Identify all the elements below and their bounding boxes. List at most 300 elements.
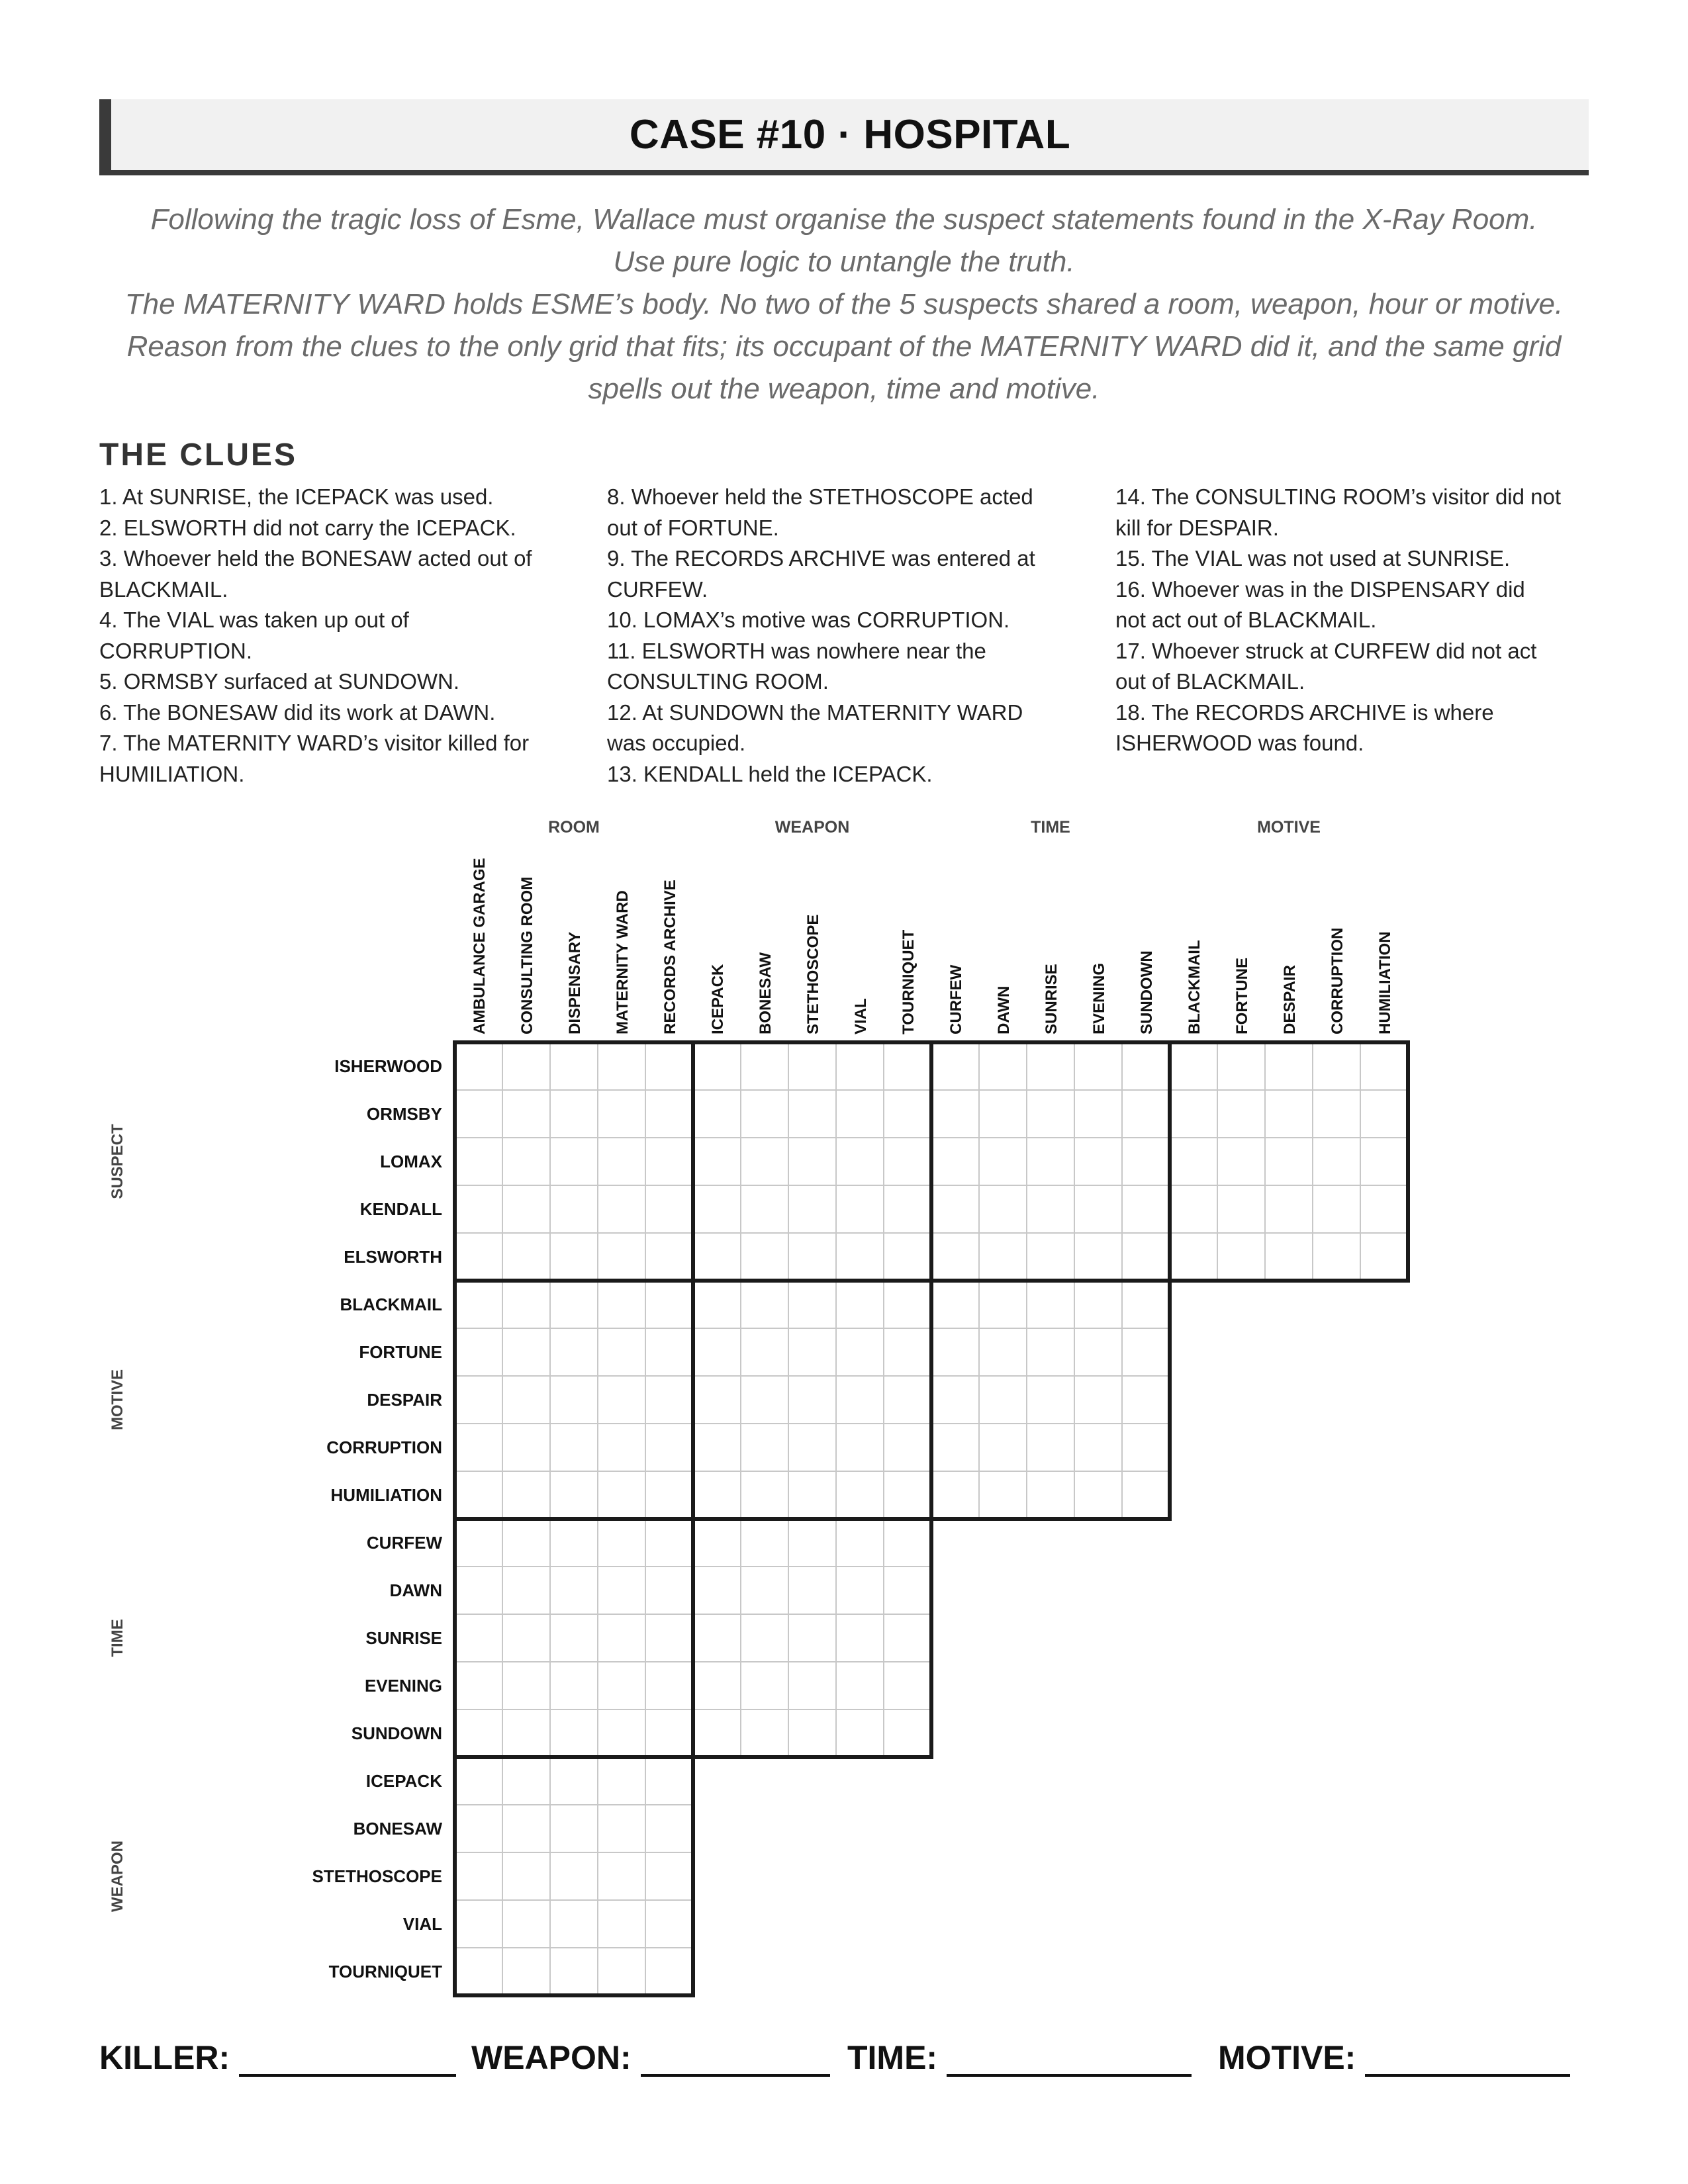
grid-cell[interactable] — [741, 1233, 788, 1281]
time-blank[interactable] — [947, 2040, 1192, 2077]
grid-cell[interactable] — [1360, 1233, 1408, 1281]
clue-line: 17. Whoever struck at CURFEW did not act — [1115, 638, 1537, 663]
column-label-fortune: FORTUNE — [1233, 958, 1251, 1034]
grid-cell[interactable] — [550, 1424, 598, 1471]
grid-cell[interactable] — [884, 1709, 931, 1757]
grid-cell[interactable] — [598, 1567, 645, 1614]
grid-cell[interactable] — [598, 1757, 645, 1805]
grid-cell[interactable] — [455, 1662, 502, 1709]
grid-cell[interactable] — [1217, 1233, 1265, 1281]
grid-cell[interactable] — [1027, 1424, 1074, 1471]
clue-line: 4. The VIAL was taken up out of — [99, 608, 409, 632]
grid-cell[interactable] — [884, 1281, 931, 1328]
row-group-motive: MOTIVE — [109, 1369, 126, 1431]
grid-cell[interactable] — [1360, 1138, 1408, 1185]
grid-cell[interactable] — [455, 1900, 502, 1948]
grid-cell[interactable] — [693, 1567, 741, 1614]
grid-cell[interactable] — [1170, 1185, 1217, 1233]
grid-cell[interactable] — [598, 1281, 645, 1328]
motive-blank[interactable] — [1365, 2040, 1570, 2077]
grid-cell[interactable] — [979, 1424, 1027, 1471]
grid-cell[interactable] — [645, 1662, 693, 1709]
grid-cell[interactable] — [836, 1614, 884, 1662]
grid-cell[interactable] — [788, 1519, 836, 1567]
clue-line: 7. The MATERNITY WARD’s visitor killed for — [99, 731, 530, 755]
grid-cell[interactable] — [645, 1138, 693, 1185]
grid-cell[interactable] — [550, 1138, 598, 1185]
grid-cell[interactable] — [788, 1376, 836, 1424]
grid-cell[interactable] — [1027, 1376, 1074, 1424]
grid-cell[interactable] — [645, 1328, 693, 1376]
grid-cell[interactable] — [741, 1281, 788, 1328]
grid-cell[interactable] — [645, 1424, 693, 1471]
grid-cell[interactable] — [788, 1090, 836, 1138]
grid-cell[interactable] — [502, 1328, 550, 1376]
grid-cell[interactable] — [455, 1090, 502, 1138]
grid-cell[interactable] — [741, 1471, 788, 1519]
grid-cell[interactable] — [979, 1471, 1027, 1519]
grid-cell[interactable] — [1074, 1090, 1122, 1138]
grid-cell[interactable] — [693, 1471, 741, 1519]
grid-cell[interactable] — [645, 1709, 693, 1757]
grid-cell[interactable] — [979, 1090, 1027, 1138]
grid-cell[interactable] — [931, 1042, 979, 1090]
grid-cell[interactable] — [550, 1709, 598, 1757]
grid-cell[interactable] — [1360, 1090, 1408, 1138]
grid-cell[interactable] — [598, 1662, 645, 1709]
grid-cell[interactable] — [645, 1852, 693, 1900]
grid-cell[interactable] — [788, 1233, 836, 1281]
killer-label: KILLER: — [99, 2039, 230, 2076]
grid-cell[interactable] — [502, 1042, 550, 1090]
grid-cell[interactable] — [645, 1042, 693, 1090]
grid-cell[interactable] — [884, 1233, 931, 1281]
grid-cell[interactable] — [836, 1138, 884, 1185]
grid-cell[interactable] — [741, 1090, 788, 1138]
grid-cell[interactable] — [598, 1948, 645, 1995]
grid-cell[interactable] — [645, 1185, 693, 1233]
grid-cell[interactable] — [931, 1424, 979, 1471]
grid-cell[interactable] — [502, 1757, 550, 1805]
grid-cell[interactable] — [1265, 1138, 1313, 1185]
grid-cell[interactable] — [502, 1948, 550, 1995]
grid-cell[interactable] — [455, 1519, 502, 1567]
grid-cell[interactable] — [741, 1567, 788, 1614]
grid-cell[interactable] — [979, 1376, 1027, 1424]
grid-cell[interactable] — [836, 1376, 884, 1424]
grid-cell[interactable] — [884, 1662, 931, 1709]
grid-cell[interactable] — [598, 1805, 645, 1852]
grid-cell[interactable] — [455, 1185, 502, 1233]
grid-cell[interactable] — [884, 1185, 931, 1233]
grid-cell[interactable] — [455, 1328, 502, 1376]
grid-cell[interactable] — [1265, 1090, 1313, 1138]
grid-cell[interactable] — [1074, 1376, 1122, 1424]
grid-cell[interactable] — [550, 1376, 598, 1424]
grid-cell[interactable] — [550, 1281, 598, 1328]
row-label-bonesaw: BONESAW — [353, 1819, 442, 1839]
grid-cell[interactable] — [836, 1567, 884, 1614]
grid-cell[interactable] — [1217, 1042, 1265, 1090]
grid-cell[interactable] — [979, 1042, 1027, 1090]
grid-cell[interactable] — [502, 1376, 550, 1424]
grid-cell[interactable] — [1074, 1328, 1122, 1376]
grid-cell[interactable] — [979, 1233, 1027, 1281]
grid-cell[interactable] — [788, 1471, 836, 1519]
grid-cell[interactable] — [455, 1709, 502, 1757]
grid-cell[interactable] — [693, 1185, 741, 1233]
grid-cell[interactable] — [455, 1757, 502, 1805]
grid-cell[interactable] — [1265, 1185, 1313, 1233]
grid-cell[interactable] — [1027, 1090, 1074, 1138]
column-label-vial: VIAL — [852, 998, 870, 1034]
column-group-motive: MOTIVE — [1257, 818, 1321, 837]
grid-cell[interactable] — [788, 1281, 836, 1328]
clue-line: 3. Whoever held the BONESAW acted out of — [99, 546, 532, 570]
grid-cell[interactable] — [693, 1328, 741, 1376]
grid-cell[interactable] — [1313, 1138, 1360, 1185]
grid-cell[interactable] — [836, 1042, 884, 1090]
grid-cell[interactable] — [836, 1471, 884, 1519]
grid-cell[interactable] — [884, 1519, 931, 1567]
clue-line: CURFEW. — [607, 576, 708, 602]
grid-cell[interactable] — [788, 1567, 836, 1614]
grid-cell[interactable] — [1122, 1328, 1170, 1376]
grid-cell[interactable] — [550, 1471, 598, 1519]
grid-cell[interactable] — [1027, 1471, 1074, 1519]
grid-cell[interactable] — [550, 1328, 598, 1376]
grid-cell[interactable] — [598, 1185, 645, 1233]
grid-cell[interactable] — [741, 1614, 788, 1662]
grid-cell[interactable] — [931, 1281, 979, 1328]
grid-cell[interactable] — [550, 1185, 598, 1233]
grid-cell[interactable] — [1122, 1424, 1170, 1471]
grid-cell[interactable] — [645, 1233, 693, 1281]
grid-cell[interactable] — [455, 1042, 502, 1090]
grid-cell[interactable] — [741, 1662, 788, 1709]
grid-cell[interactable] — [455, 1424, 502, 1471]
grid-cell[interactable] — [788, 1328, 836, 1376]
grid-cell[interactable] — [1313, 1233, 1360, 1281]
grid-cell[interactable] — [1217, 1090, 1265, 1138]
grid-cell[interactable] — [693, 1138, 741, 1185]
grid-cell[interactable] — [502, 1900, 550, 1948]
grid-cell[interactable] — [502, 1614, 550, 1662]
grid-cell[interactable] — [455, 1281, 502, 1328]
grid-cell[interactable] — [550, 1090, 598, 1138]
grid-cell[interactable] — [645, 1471, 693, 1519]
grid-cell[interactable] — [502, 1852, 550, 1900]
grid-cell[interactable] — [741, 1709, 788, 1757]
grid-cell[interactable] — [455, 1948, 502, 1995]
weapon-blank[interactable] — [641, 2040, 830, 2077]
grid-cell[interactable] — [1217, 1138, 1265, 1185]
time-label: TIME: — [847, 2039, 938, 2076]
column-label-sundown: SUNDOWN — [1138, 950, 1156, 1034]
grid-cell[interactable] — [645, 1376, 693, 1424]
column-label-ambulance-garage: AMBULANCE GARAGE — [471, 858, 489, 1034]
grid-cell[interactable] — [788, 1424, 836, 1471]
grid-cell[interactable] — [788, 1042, 836, 1090]
grid-cell[interactable] — [598, 1328, 645, 1376]
grid-cell[interactable] — [1217, 1185, 1265, 1233]
grid-cell[interactable] — [1122, 1185, 1170, 1233]
column-group-room: ROOM — [548, 818, 600, 837]
grid-cell[interactable] — [788, 1662, 836, 1709]
grid-cell[interactable] — [1074, 1471, 1122, 1519]
grid-cell[interactable] — [502, 1471, 550, 1519]
grid-cell[interactable] — [693, 1614, 741, 1662]
grid-cell[interactable] — [1122, 1042, 1170, 1090]
grid-cell[interactable] — [455, 1233, 502, 1281]
grid-cell[interactable] — [931, 1090, 979, 1138]
grid-cell[interactable] — [598, 1090, 645, 1138]
column-label-dawn: DAWN — [995, 985, 1013, 1034]
grid-cell[interactable] — [1122, 1281, 1170, 1328]
grid-cell[interactable] — [1074, 1424, 1122, 1471]
grid-cell[interactable] — [550, 1233, 598, 1281]
grid-cell[interactable] — [1265, 1233, 1313, 1281]
grid-cell[interactable] — [455, 1376, 502, 1424]
clue-line: kill for DESPAIR. — [1115, 515, 1279, 540]
grid-cell[interactable] — [455, 1471, 502, 1519]
grid-cell[interactable] — [836, 1328, 884, 1376]
column-label-despair: DESPAIR — [1281, 965, 1299, 1034]
grid-cell[interactable] — [550, 1519, 598, 1567]
answer-bar — [99, 2038, 1589, 2091]
grid-cell[interactable] — [931, 1376, 979, 1424]
grid-cell[interactable] — [550, 1042, 598, 1090]
grid-cell[interactable] — [884, 1614, 931, 1662]
column-label-sunrise: SUNRISE — [1043, 964, 1060, 1034]
row-label-sunrise: SUNRISE — [365, 1628, 442, 1648]
grid-cell[interactable] — [598, 1376, 645, 1424]
grid-cell[interactable] — [693, 1662, 741, 1709]
column-label-stethoscope: STETHOSCOPE — [804, 914, 822, 1034]
column-label-blackmail: BLACKMAIL — [1186, 940, 1203, 1034]
grid-cell[interactable] — [598, 1900, 645, 1948]
grid-cell[interactable] — [550, 1567, 598, 1614]
grid-cell[interactable] — [1027, 1233, 1074, 1281]
grid-cell[interactable] — [836, 1709, 884, 1757]
grid-cell[interactable] — [598, 1138, 645, 1185]
grid-cell[interactable] — [645, 1805, 693, 1852]
clue-line: not act out of BLACKMAIL. — [1115, 608, 1377, 632]
column-label-bonesaw: BONESAW — [757, 952, 774, 1034]
grid-cell[interactable] — [979, 1328, 1027, 1376]
grid-cell[interactable] — [645, 1090, 693, 1138]
grid-cell[interactable] — [1360, 1042, 1408, 1090]
grid-cell[interactable] — [1027, 1042, 1074, 1090]
grid-cell[interactable] — [550, 1662, 598, 1709]
grid-cell[interactable] — [741, 1519, 788, 1567]
clue-line: HUMILIATION. — [99, 761, 245, 786]
grid-cell[interactable] — [693, 1233, 741, 1281]
grid-cell[interactable] — [645, 1519, 693, 1567]
grid-cell[interactable] — [550, 1614, 598, 1662]
grid-cell[interactable] — [502, 1138, 550, 1185]
grid-cell[interactable] — [550, 1757, 598, 1805]
grid-cell[interactable] — [598, 1471, 645, 1519]
grid-cell[interactable] — [741, 1042, 788, 1090]
grid-cell[interactable] — [693, 1709, 741, 1757]
grid-cell[interactable] — [979, 1281, 1027, 1328]
clue-line: 11. ELSWORTH was nowhere near the — [607, 638, 986, 663]
grid-cell[interactable] — [693, 1424, 741, 1471]
grid-cell[interactable] — [645, 1757, 693, 1805]
column-group-time: TIME — [1031, 818, 1070, 837]
grid-cell[interactable] — [502, 1090, 550, 1138]
grid-cell[interactable] — [598, 1519, 645, 1567]
grid-cell[interactable] — [1170, 1138, 1217, 1185]
grid-cell[interactable] — [884, 1328, 931, 1376]
clue-line: CONSULTING ROOM. — [607, 669, 829, 694]
row-label-tourniquet: TOURNIQUET — [328, 1962, 442, 1981]
clue-line: CORRUPTION. — [99, 638, 252, 663]
grid-cell[interactable] — [931, 1233, 979, 1281]
grid-cell[interactable] — [550, 1805, 598, 1852]
killer-blank[interactable] — [239, 2040, 456, 2077]
grid-cell[interactable] — [979, 1185, 1027, 1233]
grid-cell[interactable] — [693, 1281, 741, 1328]
grid-cell[interactable] — [502, 1185, 550, 1233]
grid-cell[interactable] — [1360, 1185, 1408, 1233]
grid-cell[interactable] — [598, 1614, 645, 1662]
grid-cell[interactable] — [836, 1662, 884, 1709]
grid-cell[interactable] — [502, 1281, 550, 1328]
clue-line: 16. Whoever was in the DISPENSARY did — [1115, 576, 1525, 602]
grid-cell[interactable] — [1170, 1233, 1217, 1281]
grid-cell[interactable] — [455, 1805, 502, 1852]
grid-cell[interactable] — [455, 1138, 502, 1185]
row-label-icepack: ICEPACK — [365, 1771, 442, 1791]
grid-cell[interactable] — [502, 1567, 550, 1614]
grid-cell[interactable] — [884, 1567, 931, 1614]
grid-cell[interactable] — [1027, 1185, 1074, 1233]
grid-cell[interactable] — [1122, 1376, 1170, 1424]
grid-cell[interactable] — [1074, 1185, 1122, 1233]
grid-cell[interactable] — [455, 1852, 502, 1900]
grid-cell[interactable] — [884, 1424, 931, 1471]
grid-cell[interactable] — [455, 1614, 502, 1662]
grid-cell[interactable] — [1313, 1185, 1360, 1233]
weapon-label: WEAPON: — [471, 2039, 632, 2076]
grid-cell[interactable] — [931, 1185, 979, 1233]
grid-cell[interactable] — [741, 1328, 788, 1376]
grid-cell[interactable] — [1122, 1233, 1170, 1281]
grid-cell[interactable] — [884, 1376, 931, 1424]
grid-cell[interactable] — [788, 1138, 836, 1185]
grid-cell[interactable] — [931, 1471, 979, 1519]
grid-cell[interactable] — [1122, 1090, 1170, 1138]
grid-cell[interactable] — [1170, 1042, 1217, 1090]
clue-line: ISHERWOOD was found. — [1115, 731, 1364, 755]
grid-cell[interactable] — [788, 1709, 836, 1757]
grid-cell[interactable] — [502, 1805, 550, 1852]
grid-cell[interactable] — [455, 1567, 502, 1614]
grid-cell[interactable] — [1027, 1138, 1074, 1185]
clue-line: 18. The RECORDS ARCHIVE is where — [1115, 700, 1494, 725]
grid-cell[interactable] — [1265, 1042, 1313, 1090]
grid-cell[interactable] — [598, 1424, 645, 1471]
column-label-dispensary: DISPENSARY — [566, 931, 584, 1034]
clue-line: 8. Whoever held the STETHOSCOPE acted — [607, 484, 1033, 509]
grid-cell[interactable] — [931, 1328, 979, 1376]
grid-cell[interactable] — [931, 1138, 979, 1185]
grid-cell[interactable] — [693, 1376, 741, 1424]
grid-cell[interactable] — [693, 1042, 741, 1090]
grid-cell[interactable] — [1027, 1281, 1074, 1328]
grid-cell[interactable] — [836, 1233, 884, 1281]
grid-cell[interactable] — [502, 1424, 550, 1471]
grid-cell[interactable] — [788, 1185, 836, 1233]
grid-cell[interactable] — [645, 1567, 693, 1614]
grid-cell[interactable] — [645, 1948, 693, 1995]
grid-cell[interactable] — [598, 1709, 645, 1757]
grid-cell[interactable] — [598, 1042, 645, 1090]
grid-cell[interactable] — [598, 1852, 645, 1900]
answer-weapon — [471, 2038, 830, 2077]
grid-cell[interactable] — [979, 1138, 1027, 1185]
grid-cell[interactable] — [836, 1519, 884, 1567]
grid-cell[interactable] — [741, 1138, 788, 1185]
grid-cell[interactable] — [884, 1471, 931, 1519]
grid-cell[interactable] — [1074, 1138, 1122, 1185]
grid-cell[interactable] — [1122, 1471, 1170, 1519]
grid-cell[interactable] — [741, 1424, 788, 1471]
row-label-sundown: SUNDOWN — [351, 1723, 442, 1743]
row-label-curfew: CURFEW — [366, 1533, 442, 1553]
grid-cell[interactable] — [836, 1281, 884, 1328]
answer-time — [847, 2038, 1192, 2077]
grid-cell[interactable] — [836, 1185, 884, 1233]
grid-cell[interactable] — [884, 1042, 931, 1090]
row-label-stethoscope: STETHOSCOPE — [312, 1866, 442, 1886]
grid-cell[interactable] — [1122, 1138, 1170, 1185]
grid-cell[interactable] — [693, 1090, 741, 1138]
grid-cell[interactable] — [884, 1138, 931, 1185]
grid-cell[interactable] — [502, 1519, 550, 1567]
grid-cell[interactable] — [598, 1233, 645, 1281]
grid-cell[interactable] — [645, 1900, 693, 1948]
grid-cell[interactable] — [645, 1281, 693, 1328]
row-label-dawn: DAWN — [389, 1580, 442, 1600]
grid-cell[interactable] — [1313, 1042, 1360, 1090]
grid-cell[interactable] — [1074, 1042, 1122, 1090]
grid-cell[interactable] — [693, 1519, 741, 1567]
grid-cell[interactable] — [550, 1852, 598, 1900]
grid-cell[interactable] — [1027, 1328, 1074, 1376]
grid-cell[interactable] — [1313, 1090, 1360, 1138]
grid-cell[interactable] — [741, 1185, 788, 1233]
grid-cell[interactable] — [1074, 1233, 1122, 1281]
grid-cell[interactable] — [836, 1090, 884, 1138]
grid-cell[interactable] — [1170, 1090, 1217, 1138]
grid-cell[interactable] — [1074, 1281, 1122, 1328]
column-label-icepack: ICEPACK — [709, 964, 727, 1034]
grid-cell[interactable] — [741, 1376, 788, 1424]
grid-cell[interactable] — [645, 1614, 693, 1662]
grid-cell[interactable] — [502, 1233, 550, 1281]
grid-cell[interactable] — [502, 1709, 550, 1757]
column-label-records-archive: RECORDS ARCHIVE — [661, 880, 679, 1034]
grid-cell[interactable] — [550, 1948, 598, 1995]
grid-cell[interactable] — [502, 1662, 550, 1709]
grid-cell[interactable] — [884, 1090, 931, 1138]
grid-cell[interactable] — [550, 1900, 598, 1948]
grid-cell[interactable] — [788, 1614, 836, 1662]
grid-cell[interactable] — [836, 1424, 884, 1471]
